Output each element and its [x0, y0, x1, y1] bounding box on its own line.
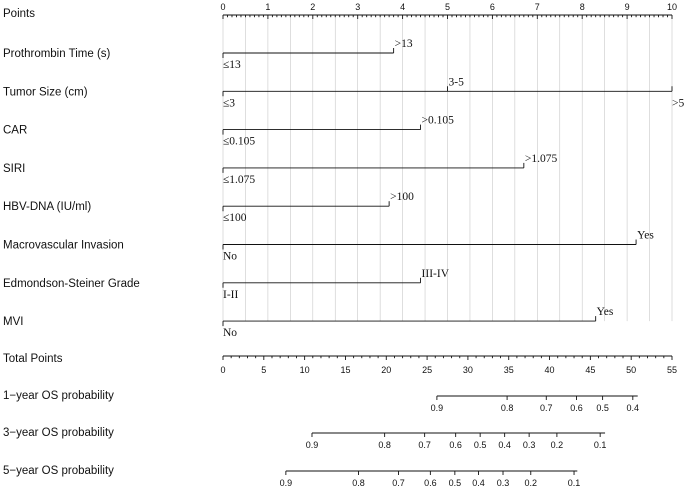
- level-label: III-IV: [421, 267, 450, 280]
- variable-label: CAR: [3, 124, 28, 137]
- level-label: >13: [394, 38, 413, 50]
- probability-tick-label: 0.6: [449, 440, 462, 450]
- level-label: No: [223, 327, 238, 340]
- probability-tick-label: 0.2: [524, 478, 538, 488]
- level-label: >5: [672, 97, 685, 110]
- variable-label: Prothrombin Time (s): [3, 48, 111, 60]
- points-tick-label: 3: [355, 2, 361, 12]
- probability-tick-label: 0.3: [522, 440, 536, 450]
- probability-tick-label: 0.7: [392, 478, 405, 488]
- probability-axis-label: 5−year OS probability: [3, 465, 114, 477]
- probability-tick-label: 0.8: [352, 478, 365, 488]
- total-tick-label: 55: [666, 365, 678, 375]
- total-tick-label: 20: [381, 365, 392, 375]
- total-tick-label: 30: [462, 365, 473, 375]
- points-axis-label: Points: [3, 8, 35, 20]
- level-label: Yes: [596, 306, 614, 319]
- points-tick-label: 6: [489, 2, 495, 12]
- variable-label: SIRI: [3, 162, 26, 175]
- probability-tick-label: 0.5: [448, 478, 462, 488]
- total-tick-label: 40: [544, 365, 555, 375]
- total-tick-label: 45: [585, 365, 596, 375]
- probability-tick-label: 0.3: [496, 478, 510, 488]
- level-label: ≤13: [223, 59, 241, 71]
- probability-tick-label: 0.4: [626, 403, 640, 413]
- level-label: >1.075: [524, 152, 558, 165]
- level-label: >0.105: [421, 114, 454, 127]
- points-tick-label: 2: [310, 2, 316, 12]
- probability-tick-label: 0.1: [593, 440, 607, 450]
- variable-label: Edmondson-Steiner Grade: [3, 277, 140, 290]
- level-label: Yes: [637, 229, 654, 242]
- probability-tick-label: 0.6: [570, 403, 583, 413]
- points-tick-label: 1: [265, 2, 271, 12]
- probability-tick-label: 0.4: [498, 440, 511, 450]
- probability-tick-label: 0.8: [500, 403, 514, 413]
- probability-tick-label: 0.2: [550, 440, 564, 450]
- total-tick-label: 15: [340, 365, 351, 375]
- points-tick-label: 8: [579, 2, 585, 12]
- level-label: ≤0.105: [223, 135, 256, 148]
- probability-tick-label: 0.6: [424, 478, 437, 488]
- level-label: 3-5: [448, 76, 464, 89]
- variable-label: Macrovascular Invasion: [3, 239, 124, 252]
- total-tick-label: 50: [626, 365, 637, 375]
- total-points-label: Total Points: [3, 353, 63, 365]
- total-tick-label: 35: [503, 365, 514, 375]
- variable-label: HBV-DNA (IU/ml): [3, 201, 92, 214]
- total-tick-label: 25: [422, 365, 433, 375]
- probability-tick-label: 0.1: [567, 478, 581, 488]
- probability-tick-label: 0.9: [279, 478, 293, 488]
- level-label: >100: [390, 191, 414, 204]
- total-tick-label: 0: [220, 365, 226, 375]
- points-tick-label: 7: [534, 2, 540, 12]
- level-label: I-II: [223, 288, 239, 301]
- probability-axis-label: 3−year OS probability: [3, 427, 114, 439]
- level-label: ≤1.075: [223, 173, 256, 186]
- probability-tick-label: 0.7: [418, 440, 431, 450]
- probability-tick-label: 0.4: [472, 478, 485, 488]
- points-tick-label: 5: [444, 2, 451, 12]
- variable-label: MVI: [3, 316, 24, 329]
- level-label: ≤3: [223, 97, 236, 110]
- points-tick-label: 4: [400, 2, 406, 12]
- probability-axis-label: 1−year OS probability: [3, 390, 114, 402]
- points-tick-label: 10: [666, 2, 678, 12]
- probability-tick-label: 0.9: [305, 440, 319, 450]
- level-label: ≤100: [223, 212, 247, 225]
- probability-tick-label: 0.7: [540, 403, 553, 413]
- points-tick-label: 9: [624, 2, 630, 12]
- level-label: No: [223, 250, 238, 263]
- total-tick-label: 5: [261, 365, 267, 375]
- total-tick-label: 10: [299, 365, 310, 375]
- variable-label: Tumor Size (cm): [3, 86, 88, 99]
- points-tick-label: 0: [220, 2, 226, 12]
- probability-tick-label: 0.9: [430, 403, 444, 413]
- probability-tick-label: 0.5: [473, 440, 487, 450]
- probability-tick-label: 0.8: [378, 440, 391, 450]
- probability-tick-label: 0.5: [596, 403, 609, 413]
